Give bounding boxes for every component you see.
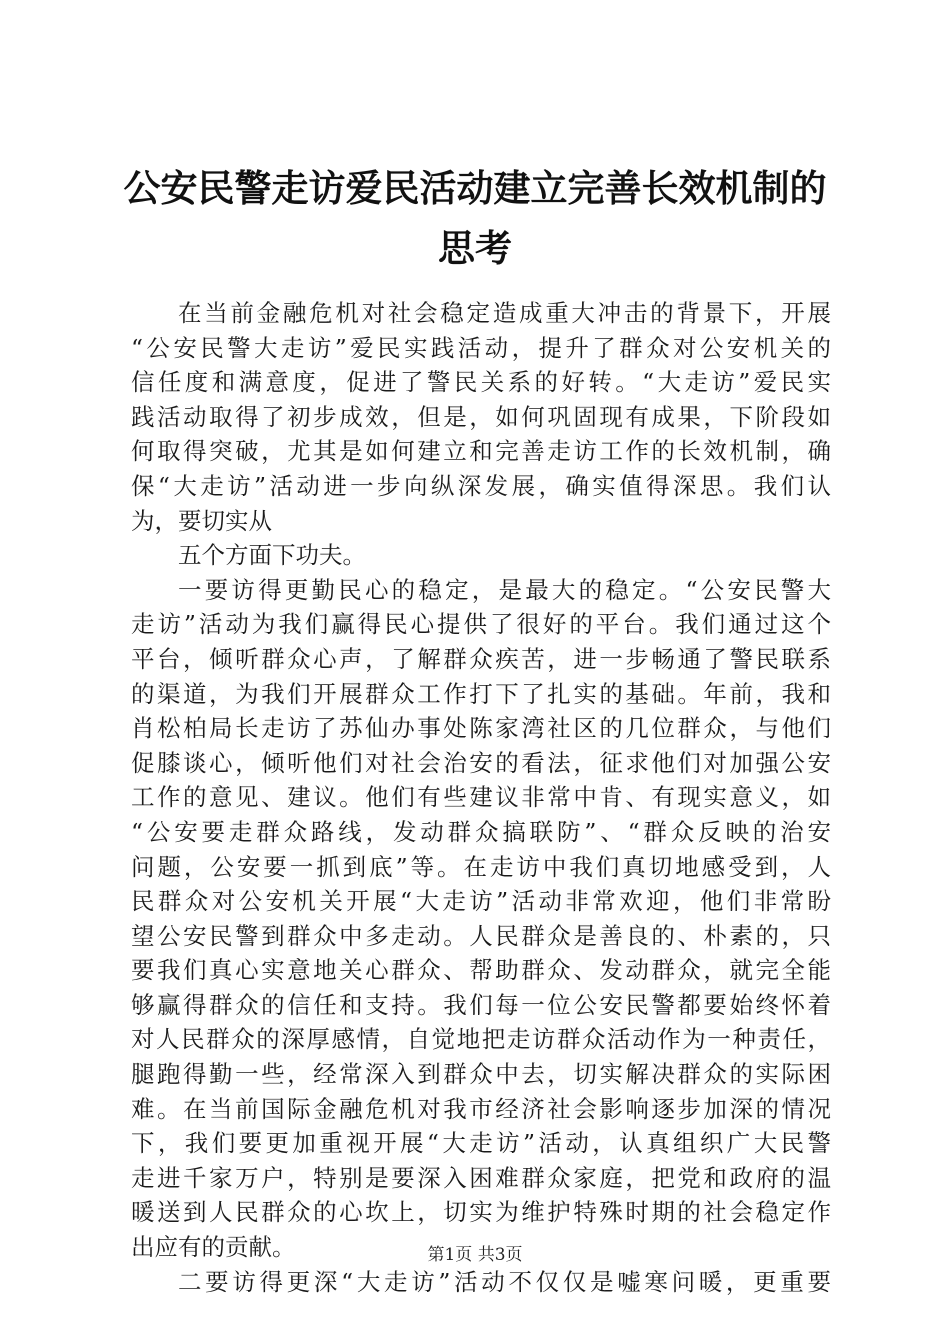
page-footer: 第1页 共3页 — [427, 1245, 523, 1265]
body-text-line: 要我们真心实意地关心群众、帮助群众、发动群众，就完全能 — [131, 956, 831, 985]
body-text-line: 问题，公安要一抓到底”等。在走访中我们真切地感受到，人 — [131, 852, 831, 881]
body-text-line: “公安要走群众路线，发动群众搞联防”、“群众反映的治安 — [131, 817, 831, 846]
body-text-line: “公安民警大走访”爱民实践活动，提升了群众对公安机关的 — [131, 333, 831, 362]
body-text-line: 保“大走访”活动进一步向纵深发展，确实值得深思。我们认 — [131, 471, 831, 500]
body-text-line: 为，要切实从 — [131, 506, 272, 535]
body-text-line: 对人民群众的深厚感情，自觉地把走访群众活动作为一种责任， — [131, 1025, 831, 1054]
body-text-line: 出应有的贡献。 — [131, 1233, 296, 1262]
body-text-line: 平台，倾听群众心声，了解群众疾苦，进一步畅通了警民联系 — [131, 644, 831, 673]
body-text-line: 走进千家万户，特别是要深入困难群众家庭，把党和政府的温 — [131, 1163, 831, 1192]
body-text-line: 一要访得更勤民心的稳定，是最大的稳定。“公安民警大 — [178, 575, 831, 604]
body-text-line: 工作的意见、建议。他们有些建议非常中肯、有现实意义，如 — [131, 783, 831, 812]
body-text-line: 暖送到人民群众的心坎上，切实为维护特殊时期的社会稳定作 — [131, 1198, 831, 1227]
body-text-line: 促膝谈心，倾听他们对社会治安的看法，征求他们对加强公安 — [131, 748, 831, 777]
body-text-line: 何取得突破，尤其是如何建立和完善走访工作的长效机制，确 — [131, 437, 831, 466]
body-text-line: 望公安民警到群众中多走动。人民群众是善良的、朴素的，只 — [131, 921, 831, 950]
body-text-line: 腿跑得勤一些，经常深入到群众中去，切实解决群众的实际困 — [131, 1060, 831, 1089]
body-text-line: 走访”活动为我们赢得民心提供了很好的平台。我们通过这个 — [131, 610, 831, 639]
body-text-line: 践活动取得了初步成效，但是，如何巩固现有成果，下阶段如 — [131, 402, 831, 431]
document-title: 公安民警走访爱民活动建立完善长效机制的思考 — [123, 166, 827, 270]
body-text-line: 民群众对公安机关开展“大走访”活动非常欢迎，他们非常盼 — [131, 887, 831, 916]
body-text-line: 下，我们要更加重视开展“大走访”活动，认真组织广大民警 — [131, 1129, 831, 1158]
body-text-line: 信任度和满意度，促进了警民关系的好转。“大走访”爱民实 — [131, 368, 831, 397]
body-text-line: 够赢得群众的信任和支持。我们每一位公安民警都要始终怀着 — [131, 990, 831, 1019]
body-text-line: 肖松柏局长走访了苏仙办事处陈家湾社区的几位群众，与他们 — [131, 714, 831, 743]
document-body — [131, 296, 831, 1299]
body-text-line: 在当前金融危机对社会稳定造成重大冲击的背景下，开展 — [178, 299, 831, 327]
body-text-line: 难。在当前国际金融危机对我市经济社会影响逐步加深的情况 — [131, 1094, 831, 1123]
body-text-line: 的渠道，为我们开展群众工作打下了扎实的基础。年前，我和 — [131, 679, 831, 708]
body-text-line: 五个方面下功夫。 — [178, 541, 366, 570]
body-text-line: 二要访得更深“大走访”活动不仅仅是嘘寒问暖，更重要 — [178, 1267, 831, 1296]
